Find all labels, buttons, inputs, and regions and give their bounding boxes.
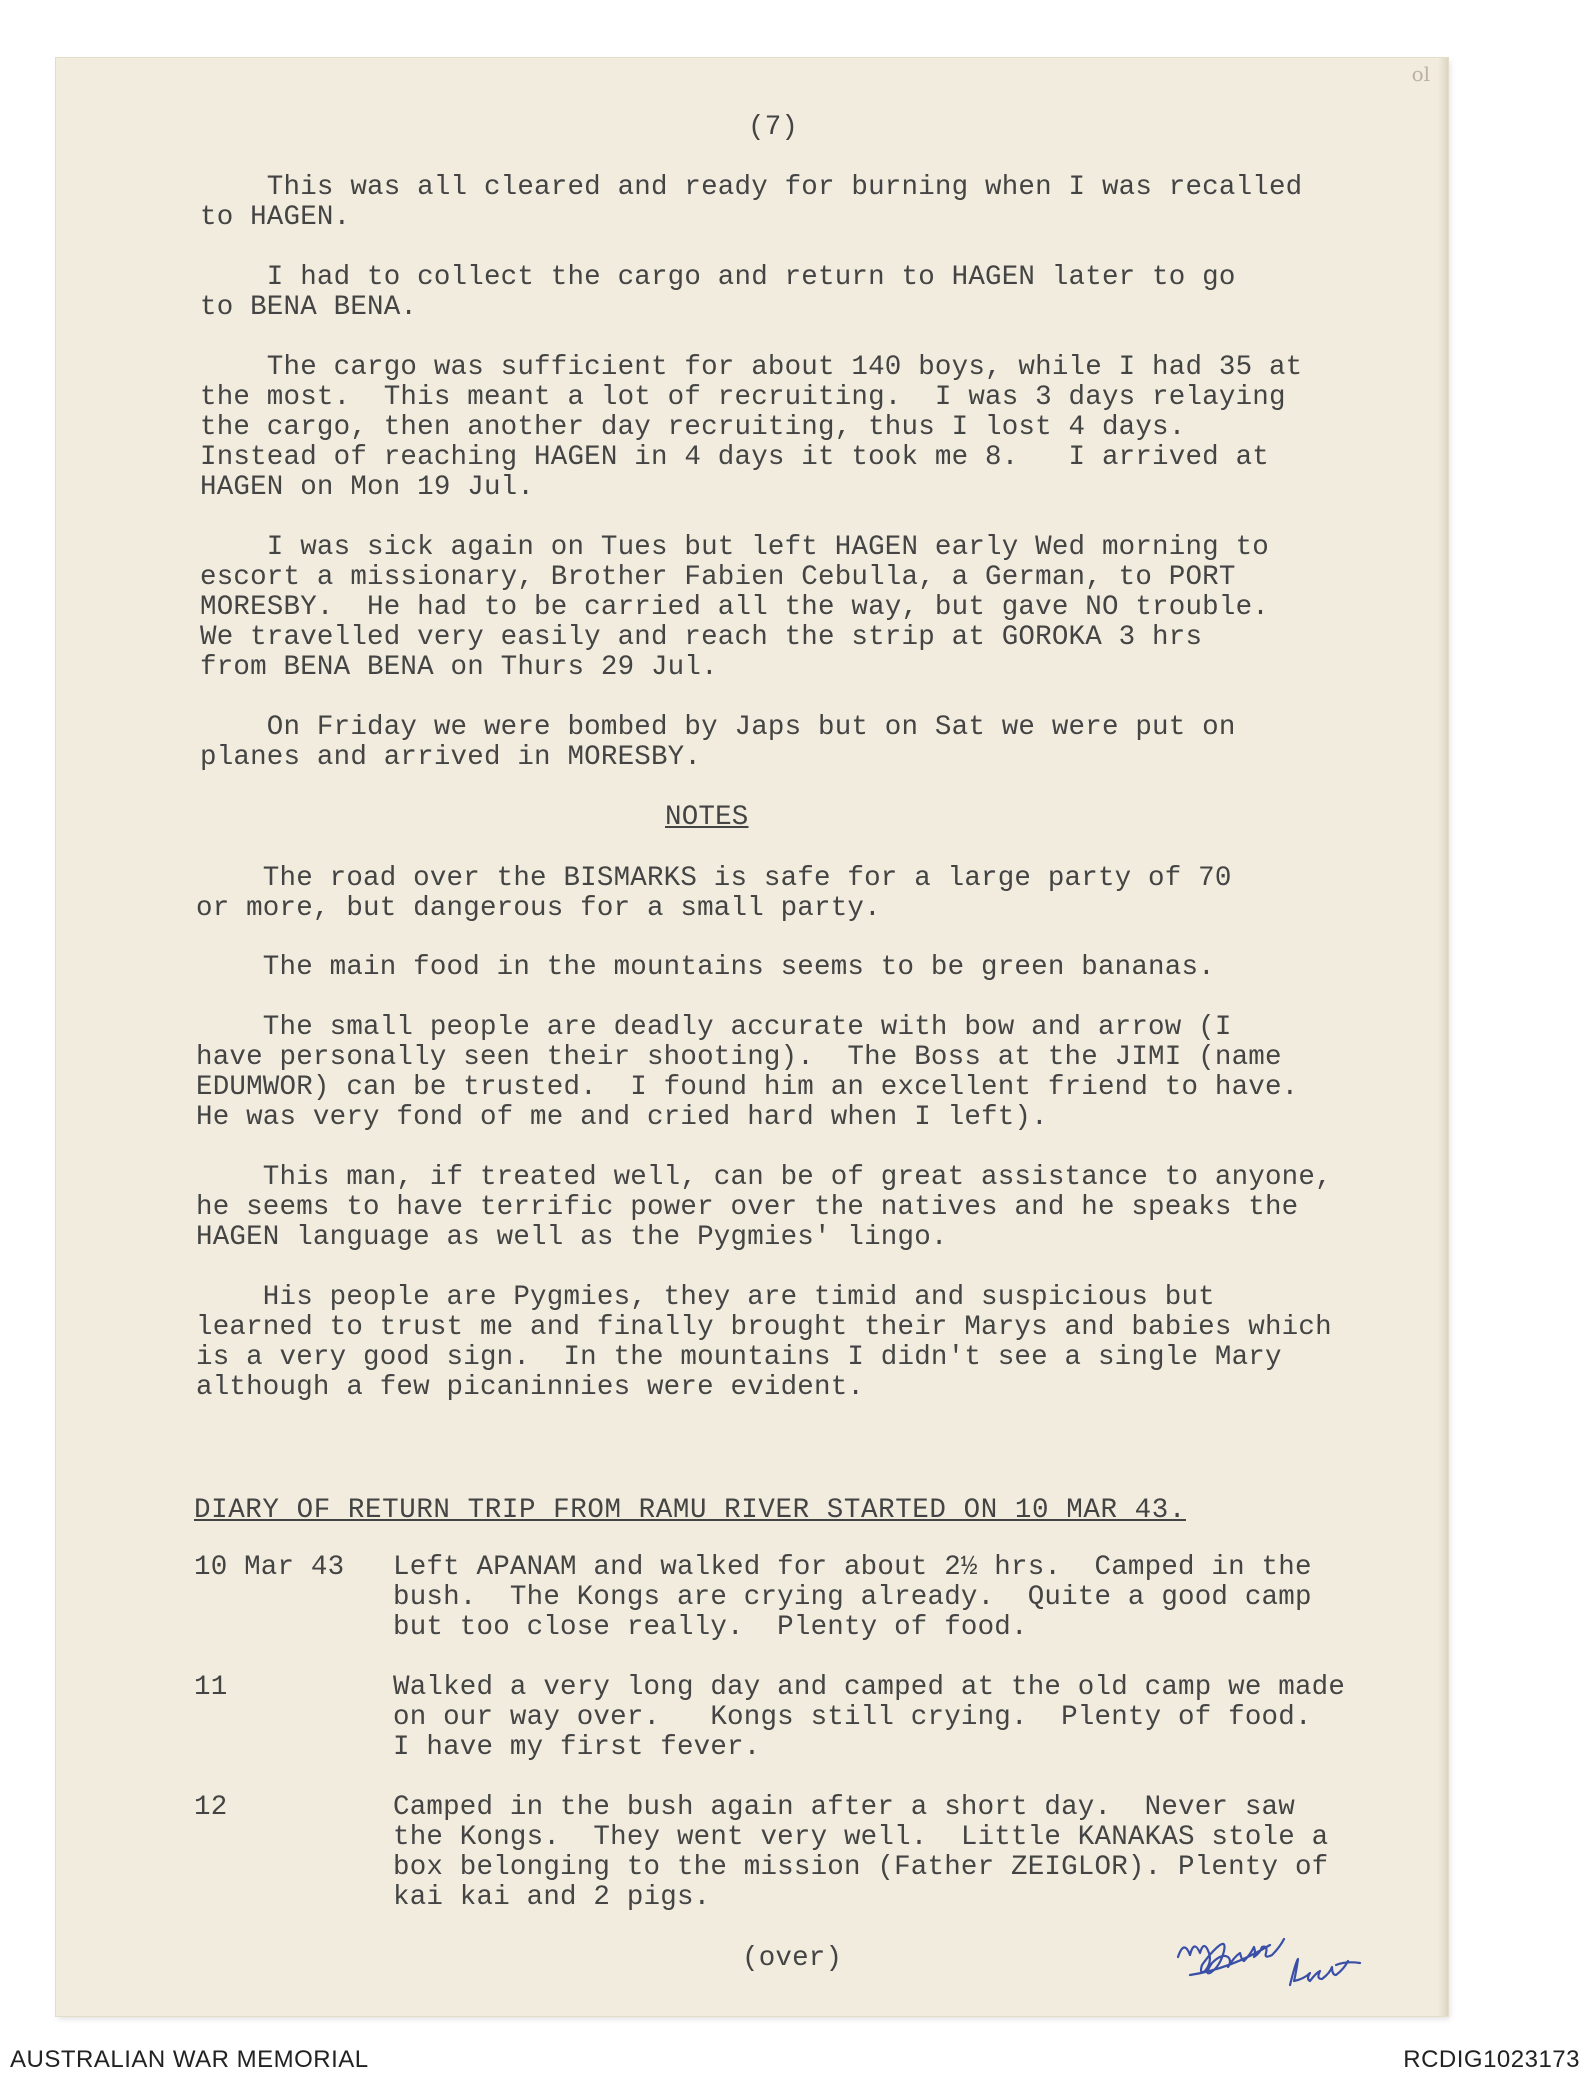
diary-entry-date: 12 [194,1792,228,1823]
note-main-food: The main food in the mountains seems to be green bananas. [196,952,1215,983]
paragraph-escort-missionary: I was sick again on Tues but left HAGEN early Wed morning to escort a missionary, Brother Fabien Cebulla, a German, to PORT MORESBY. He had to be carried all the way, but gave NO trouble. We travelled very easily and reach the strip at GOROKA 3 hrs from BENA BENA on Thurs 29 Jul. [200,532,1269,683]
paragraph-bombed-by-japs: On Friday we were bombed by Japs but on Sat we were put on planes and arrived in MORESBY. [200,712,1236,773]
corner-pencil-mark: ol [1411,62,1430,86]
notes-heading: NOTES [665,802,749,833]
page-number: (7) [748,112,799,143]
diary-entry-date: 10 Mar 43 [194,1552,345,1583]
paragraph-recalled-to-hagen: This was all cleared and ready for burning when I was recalled to HAGEN. [200,172,1303,233]
archive-footer-right: RCDIG1023173 [1403,2046,1580,2073]
diary-entry-text: Walked a very long day and camped at the old camp we made on our way over. Kongs still crying. Plenty of food. I have my first fever. [393,1672,1346,1763]
paragraph-collect-cargo: I had to collect the cargo and return to HAGEN later to go to BENA BENA. [200,262,1236,323]
archive-footer-left: AUSTRALIAN WAR MEMORIAL [10,2046,369,2073]
paragraph-cargo-recruiting: The cargo was sufficient for about 140 boys, while I had 35 at the most. This meant a lot of recruiting. I was 3 days relaying the cargo, then another day recruiting, thus I lost 4 days. Instead of reaching HAGEN in 4 days it took me 8. I arrived at HAGEN on Mon 19 Jul. [200,352,1303,503]
diary-entry-date: 11 [194,1672,228,1703]
note-pygmies: His people are Pygmies, they are timid and suspicious but learned to trust me and finally brought their Marys and babies which is a very good sign. In the mountains I didn't see a single Mary although a few picaninnies were evident. [196,1282,1332,1403]
diary-heading: DIARY OF RETURN TRIP FROM RAMU RIVER STARTED ON 10 MAR 43. [194,1495,1186,1526]
signature-stroke-name [1178,1939,1284,1973]
over-label: (over) [742,1943,843,1974]
signature-stroke-rank [1290,1959,1360,1985]
note-small-people: The small people are deadly accurate with bow and arrow (I have personally seen their shooting). The Boss at the JIMI (name EDUMWOR) can be trusted. I found him an excellent friend to have. He was very fond of me and cried hard when I left). [196,1012,1299,1133]
note-bismarks-road: The road over the BISMARKS is safe for a large party of 70 or more, but dangerous for a small party. [196,863,1232,924]
diary-entry-text: Camped in the bush again after a short day. Never saw the Kongs. They went very well. Little KANAKAS stole a box belonging to the mission (Father ZEIGLOR). Plenty of kai kai and 2 pigs. [393,1792,1329,1913]
handwritten-signature [1170,1905,1390,1995]
diary-entry-text: Left APANAM and walked for about 2½ hrs. Camped in the bush. The Kongs are crying already. Quite a good camp but too close really. Plenty of food. [393,1552,1312,1643]
note-this-man: This man, if treated well, can be of great assistance to anyone, he seems to have terrific power over the natives and he speaks the HAGEN language as well as the Pygmies' lingo. [196,1162,1332,1253]
